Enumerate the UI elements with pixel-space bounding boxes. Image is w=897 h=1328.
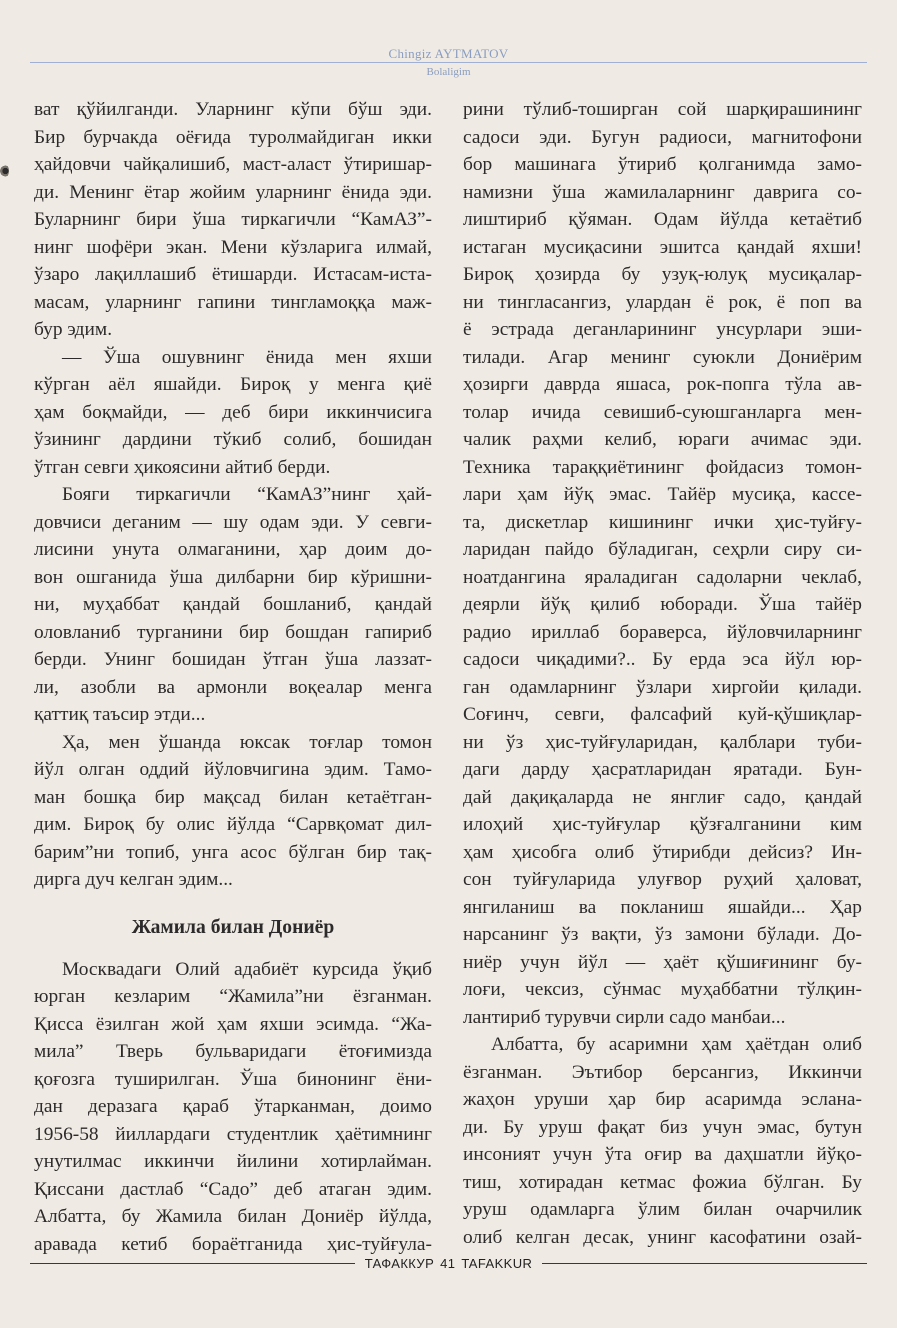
left-paragraph-1 (34, 96, 432, 344)
text-line: ман бошқа бир мақсад билан кетаётган- (34, 786, 432, 808)
footer-word-latin: TAFAKKUR (461, 1256, 533, 1271)
footer-word-cyrillic: ТАФАККУР (364, 1256, 435, 1271)
text-line: унутилмас иккинчи йилини хотирлайман. (34, 1151, 432, 1172)
text-line: деярли йўқ қилиб юборади. Ўша тайёр (463, 594, 862, 615)
text-line: тиш, хотирадан кетмас фожиа бўлган. Бу (463, 1171, 862, 1193)
text-line: Қисса ёзилган жой ҳам яхши эсимда. “Жа- (34, 1013, 432, 1035)
text-line: Буларнинг бири ўша тиркагичли “КамАЗ”- (34, 209, 432, 230)
text-line: радио ириллаб бораверса, йўловчиларнинг (463, 621, 862, 643)
text-line: истаган мусиқасини эшитса қандай яхши! (463, 236, 862, 258)
section-subheading: Жамила билан Дониёр (131, 916, 335, 938)
text-line: 1956-58 йиллардаги студентлик ҳаётимнинг (34, 1123, 432, 1145)
text-line: ларидан пайдо бўладиган, сеҳрли сиру си- (463, 539, 862, 560)
text-line: оловланиб турганини бир бошдан гапириб (34, 621, 432, 643)
text-line: илоҳий ҳис-туйғулар қўзғалганини ким (463, 814, 862, 835)
text-line: ли, азобли ва армонли воқеалар менга (34, 676, 432, 698)
text-line: Қиссани дастлаб “Садо” деб атаган эдим. (34, 1178, 432, 1200)
text-line: ни тингласангиз, улардан ё рок, ё поп ва (463, 291, 862, 313)
text-line: ўтган севги ҳикоясини айтиб берди. (34, 456, 331, 478)
footer-rule-right (542, 1263, 867, 1265)
text-line: садоси чиқадими?.. Бу ерда эса йўл юр- (463, 649, 862, 670)
text-line: вон ошганида ўша дилбарни бир кўришни- (34, 566, 432, 588)
text-line: ди. Менинг ётар жойим уларнинг ёнида эди. (34, 181, 432, 203)
text-line: ди. Бу уруш фақат биз учун эмас, бутун (463, 1116, 862, 1138)
text-line: берди. Унинг бошидан ўтган ўша лаззат- (34, 649, 432, 670)
text-line: Москвадаги Олий адабиёт курсида ўқиб (62, 958, 432, 980)
text-line: уруш одамларга ўлим билан очарчилик (463, 1199, 862, 1220)
text-line: тилади. Агар менинг суюкли Дониёрим (463, 346, 862, 368)
text-line: дим. Бироқ бу олис йўлда “Сарвқомат дил- (34, 814, 432, 835)
text-line: лантириб турувчи сирли садо манбаи... (463, 1006, 786, 1028)
text-line: мила” Тверь бульваридаги ётоғимизда (34, 1041, 432, 1062)
text-line: толар ичида севишиб-суюшганларга мен- (463, 401, 862, 423)
text-line: янгиланиш ва покланиш яшайди... Ҳар (463, 896, 862, 918)
text-line: довчиси деганим — шу одам эди. У севги- (34, 511, 432, 533)
text-line: ҳам ҳисобга олиб ўтирибди дейсиз? Ин- (463, 841, 862, 863)
text-line: масам, уларнинг гапини тингламоққа маж- (34, 291, 432, 313)
text-line: жаҳон уруши ҳар бир асаримда эслана- (463, 1089, 862, 1110)
text-line: Ҳа, мен ўшанда юксак тоғлар томон (62, 731, 432, 753)
header-rule (30, 62, 867, 63)
left-column (34, 96, 432, 1258)
text-line: Техника тараққиётининг фойдасиз томон- (463, 456, 862, 478)
text-line: ҳайдовчи чайқалишиб, маст-аласт ўтиришар- (34, 154, 432, 175)
text-line: чалик раҳми келиб, юраги ачимас эди. (463, 429, 862, 450)
text-line: барим”ни топиб, унга асос бўлган бир тақ- (34, 841, 432, 863)
text-line: қаттиқ таъсир этди... (34, 704, 206, 725)
page-number: 41 (440, 1256, 456, 1271)
text-line: дирга дуч келган эдим... (34, 869, 233, 890)
text-line: инсоният учун ўта оғир ва даҳшатли йўқо- (463, 1144, 862, 1165)
footer-rule-left (30, 1263, 355, 1265)
text-line: юрган кезларим “Жамила”ни ёзганман. (34, 986, 432, 1007)
text-line: нинг шофёри экан. Мени кўзларига илмай, (34, 236, 432, 258)
left-paragraph-4 (34, 729, 432, 894)
text-line: ниёр учун йўл — ҳаёт қўшиғининг бу- (463, 951, 862, 973)
text-line: садоси эди. Бугун радиоси, магнитофони (463, 126, 862, 148)
text-line: Соғинч, севги, фалсафий куй-қўшиқлар- (463, 704, 862, 725)
text-line: Албатта, бу асаримни ҳам ҳаётдан олиб (491, 1034, 862, 1055)
text-line: Бироқ ҳозирда бу узуқ-юлуқ мусиқалар- (463, 264, 862, 285)
text-line: ват қўйилганди. Уларнинг кўпи бўш эди. (34, 99, 432, 120)
text-line: сон туйғуларида улуғвор руҳий ҳаловат, (463, 869, 862, 890)
text-line: даги дарду ҳасратларидан яратади. Бун- (463, 759, 862, 780)
text-line: нарсанинг ўз вақти, ўз замони бўлади. До- (463, 924, 862, 945)
text-line: бур эдим. (34, 319, 113, 340)
text-line: ҳозирги даврда яшаса, рок-попга тўла ав- (463, 374, 862, 395)
text-line: ган одамларнинг ўзлари хиргойи қилади. (463, 676, 862, 698)
text-line: лиштириб қўяман. Одам йўлда кетаётиб (463, 209, 862, 230)
text-line: ёзганман. Эътибор берсангиз, Иккинчи (463, 1061, 862, 1083)
text-line: бор машинага ўтириб қолганимда замо- (463, 154, 862, 175)
text-line: ни ўз ҳис-туйғуларидан, қалблари туби- (463, 731, 862, 753)
right-paragraph-1 (463, 96, 862, 1031)
text-line: дай дақиқаларда не янглиғ садо, қандай (463, 786, 862, 808)
text-line: — Ўша ошувнинг ёнида мен яхши (62, 346, 432, 368)
text-line: намизни ўша жамилаларнинг даврига со- (463, 181, 862, 203)
text-line: аравада кетиб бораётганида ҳис-туйғула- (34, 1233, 432, 1255)
text-line: ўзининг дардини тўкиб солиб, бошидан (34, 429, 432, 450)
text-line: йўл олган оддий йўловчигина эдим. Тамо- (34, 759, 432, 780)
binding-hole-mark (0, 164, 9, 178)
text-line: қоғозга туширилган. Ўша бинонинг ёни- (34, 1068, 432, 1090)
text-line: Бир бурчакда оёғида туролмайдиган икки (34, 126, 432, 148)
footer-text (355, 1256, 543, 1271)
text-line: лисини унута олмаганини, ҳар доим до- (34, 539, 432, 560)
left-paragraph-3 (34, 481, 432, 729)
text-line: Албатта, бу Жамила билан Дониёр йўлда, (34, 1206, 432, 1227)
page-footer (30, 1256, 867, 1271)
text-line: та, дискетлар кишининг ички ҳис-туйғу- (463, 511, 862, 533)
text-line: ё эстрада деганларининг унсурлари эши- (463, 319, 862, 340)
right-paragraph-2 (463, 1031, 862, 1251)
text-line: кўрган аёл яшайди. Бироқ у менга қиё (34, 374, 432, 395)
left-paragraph-2 (34, 344, 432, 482)
text-line: Бояги тиркагичли “КамАЗ”нинг ҳай- (62, 484, 432, 505)
left-paragraph-5 (34, 956, 432, 1259)
text-line: лари ҳам йўқ эмас. Тайёр мусиқа, кассе- (463, 484, 862, 505)
text-line: лоғи, чексиз, сўнмас муҳаббатни тўлқин- (463, 979, 862, 1000)
text-line: ноатдангина яраладиган садоларни чеклаб, (463, 566, 862, 588)
text-line: ни, муҳаббат қандай бошланиб, қандай (34, 594, 432, 615)
text-line: ҳам боқмайди, — деб бири иккинчисига (34, 401, 432, 423)
header-title: Bolaligim (426, 66, 471, 78)
text-line: олиб келган десак, унинг касофатини озай- (463, 1226, 862, 1248)
right-column (463, 96, 862, 1251)
text-line: дан деразага қараб ўтарканман, доимо (34, 1096, 432, 1117)
running-header (30, 46, 867, 79)
text-line: рини тўлиб-тоширган сой шарқирашининг (463, 99, 862, 120)
text-line: ўзаро лақиллашиб ётишарди. Истасам-иста- (34, 264, 432, 285)
header-author: Chingiz AYTMATOV (388, 46, 509, 61)
